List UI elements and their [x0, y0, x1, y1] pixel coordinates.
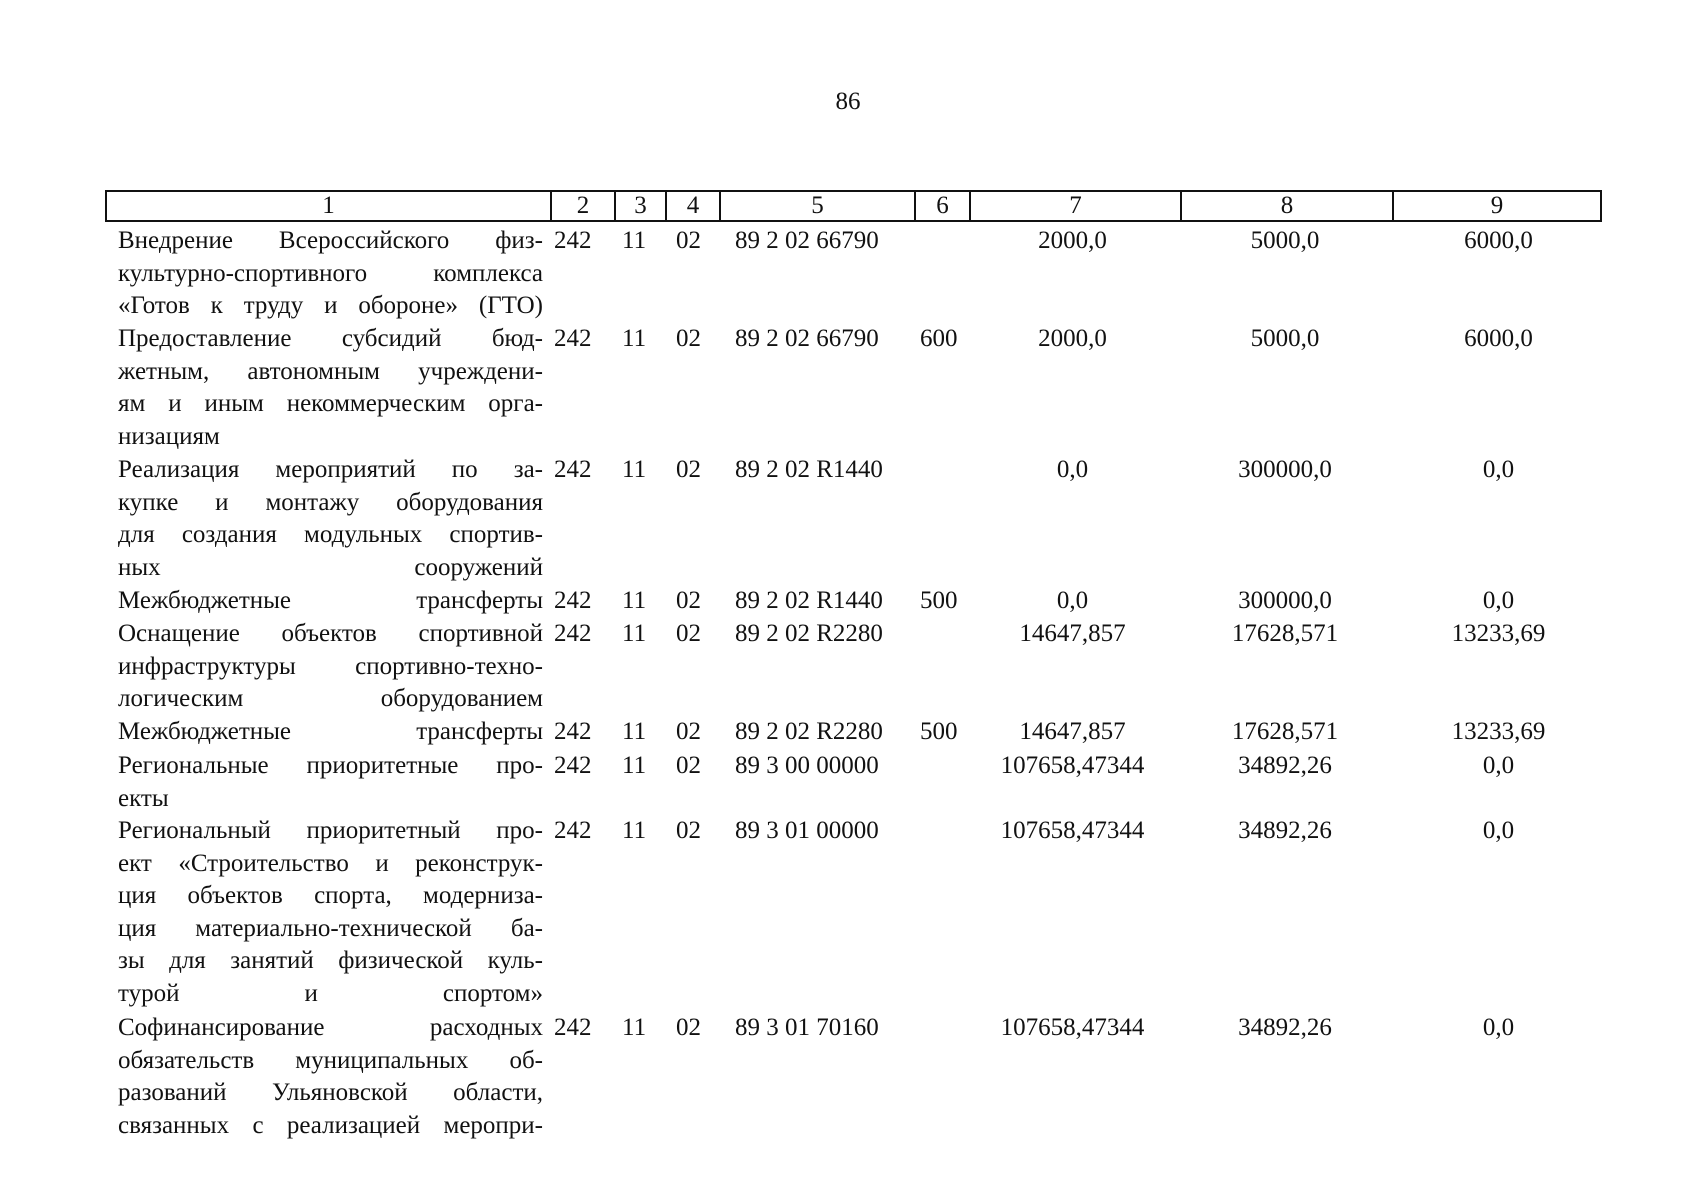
cell-col-4: 02 [676, 325, 701, 352]
cell-col-4: 02 [676, 718, 701, 745]
description-line: низациям [118, 422, 220, 450]
header-col-7: 7 [1069, 192, 1082, 219]
description-line: Региональные приоритетные про- [118, 752, 543, 779]
cell-col-4: 02 [676, 620, 701, 647]
cell-col-3: 11 [622, 456, 647, 483]
cell-col-7: 107658,47344 [1000, 752, 1145, 779]
row-description [118, 618, 543, 716]
cell-col-9: 13233,69 [1451, 718, 1546, 745]
cell-col-2: 242 [554, 718, 592, 745]
description-line: для создания модульных спортив- [118, 521, 543, 548]
cell-col-6: 500 [920, 587, 958, 614]
description-line: ект «Строительство и реконструк- [118, 849, 543, 877]
page-number: 86 [835, 88, 861, 115]
description-line: зы для занятий физической куль- [118, 947, 543, 974]
cell-col-8: 34892,26 [1238, 1014, 1332, 1041]
description-line: екты [118, 784, 169, 812]
cell-col-9: 0,0 [1482, 587, 1515, 614]
row-description [118, 815, 543, 1010]
description-line: разований Ульяновской области, [118, 1079, 543, 1106]
row-description [118, 1012, 543, 1142]
cell-col-5: 89 2 02 66790 [735, 227, 879, 254]
description-line: ям и иным некоммерческим орга- [118, 390, 543, 417]
cell-col-7: 14647,857 [1019, 620, 1126, 647]
table-header [105, 190, 1602, 222]
header-col-1: 1 [322, 192, 335, 219]
cell-col-9: 0,0 [1482, 1014, 1515, 1041]
header-col-8: 8 [1280, 192, 1294, 219]
description-line: Межбюджетные трансферты [118, 587, 543, 614]
cell-col-3: 11 [622, 718, 647, 745]
cell-col-9: 0,0 [1482, 817, 1515, 844]
row-description [118, 585, 543, 618]
description-line: Региональный приоритетный про- [118, 817, 543, 844]
cell-col-5: 89 2 02 R2280 [735, 620, 883, 647]
cell-col-7: 107658,47344 [1000, 817, 1145, 844]
cell-col-2: 242 [554, 456, 592, 483]
description-line: Внедрение Всероссийского физ- [118, 227, 543, 254]
description-line: «Готов к труду и обороне» (ГТО) [118, 292, 543, 319]
cell-col-7: 0,0 [1056, 456, 1089, 483]
cell-col-4: 02 [676, 1014, 701, 1041]
row-description [118, 323, 543, 453]
row-description [118, 716, 543, 749]
cell-col-4: 02 [676, 817, 701, 844]
cell-col-6: 500 [920, 718, 958, 745]
header-col-5: 5 [811, 192, 824, 219]
header-col-2: 2 [576, 192, 590, 219]
row-description [118, 225, 543, 323]
cell-col-4: 02 [676, 752, 701, 779]
header-col-6: 6 [936, 192, 949, 219]
cell-col-3: 11 [622, 752, 647, 779]
cell-col-5: 89 2 02 R2280 [735, 718, 883, 745]
cell-col-2: 242 [554, 1014, 592, 1041]
cell-col-7: 2000,0 [1038, 227, 1107, 254]
description-line: логическим оборудованием [118, 685, 543, 712]
header-col-3: 3 [634, 192, 647, 219]
row-description [118, 454, 543, 584]
cell-col-5: 89 2 02 R1440 [735, 456, 883, 483]
description-line: турой и спортом» [118, 979, 543, 1007]
description-line: Межбюджетные трансферты [118, 718, 543, 745]
cell-col-5: 89 3 01 00000 [735, 817, 879, 844]
cell-col-4: 02 [676, 587, 701, 614]
cell-col-8: 17628,571 [1231, 620, 1339, 647]
description-line: культурно-спортивного комплекса [118, 259, 543, 287]
description-line: ных сооружений [118, 553, 543, 581]
cell-col-8: 34892,26 [1238, 817, 1332, 844]
cell-col-2: 242 [554, 227, 592, 254]
cell-col-7: 2000,0 [1038, 325, 1107, 352]
cell-col-3: 11 [622, 325, 647, 352]
cell-col-5: 89 3 01 70160 [735, 1014, 879, 1041]
cell-col-5: 89 3 00 00000 [735, 752, 879, 779]
cell-col-2: 242 [554, 817, 592, 844]
cell-col-9: 13233,69 [1451, 620, 1546, 647]
cell-col-8: 300000,0 [1238, 456, 1332, 483]
description-line: ция объектов спорта, модерниза- [118, 882, 543, 909]
cell-col-9: 6000,0 [1464, 325, 1533, 352]
cell-col-9: 0,0 [1482, 752, 1515, 779]
cell-col-7: 107658,47344 [1000, 1014, 1145, 1041]
cell-col-8: 34892,26 [1238, 752, 1332, 779]
cell-col-2: 242 [554, 752, 592, 779]
description-line: Софинансирование расходных [118, 1014, 543, 1041]
cell-col-2: 242 [554, 325, 592, 352]
cell-col-9: 0,0 [1482, 456, 1515, 483]
cell-col-5: 89 2 02 R1440 [735, 587, 883, 614]
description-line: ция материально-технической ба- [118, 914, 543, 942]
description-line: жетным, автономным учреждени- [118, 357, 543, 385]
cell-col-8: 300000,0 [1238, 587, 1332, 614]
cell-col-7: 14647,857 [1019, 718, 1126, 745]
header-col-9: 9 [1490, 192, 1504, 219]
cell-col-3: 11 [622, 620, 647, 647]
cell-col-5: 89 2 02 66790 [735, 325, 879, 352]
cell-col-8: 17628,571 [1231, 718, 1339, 745]
description-line: Оснащение объектов спортивной [118, 620, 543, 647]
cell-col-6: 600 [920, 325, 958, 352]
cell-col-3: 11 [622, 227, 647, 254]
cell-col-8: 5000,0 [1250, 227, 1320, 254]
cell-col-4: 02 [676, 227, 701, 254]
description-line: инфраструктуры спортивно-техно- [118, 652, 543, 680]
cell-col-4: 02 [676, 456, 701, 483]
cell-col-3: 11 [622, 817, 647, 844]
cell-col-2: 242 [554, 587, 592, 614]
description-line: обязательств муниципальных об- [118, 1046, 543, 1074]
cell-col-2: 242 [554, 620, 592, 647]
cell-col-3: 11 [622, 587, 647, 614]
cell-col-9: 6000,0 [1464, 227, 1533, 254]
row-description [118, 750, 543, 815]
description-line: купке и монтажу оборудования [118, 488, 543, 516]
header-col-4: 4 [686, 192, 700, 219]
cell-col-8: 5000,0 [1250, 325, 1320, 352]
description-line: Предоставление субсидий бюд- [118, 325, 543, 352]
cell-col-7: 0,0 [1056, 587, 1089, 614]
description-line: связанных с реализацией меропри- [118, 1111, 543, 1139]
description-line: Реализация мероприятий по за- [118, 456, 543, 483]
cell-col-3: 11 [622, 1014, 647, 1041]
